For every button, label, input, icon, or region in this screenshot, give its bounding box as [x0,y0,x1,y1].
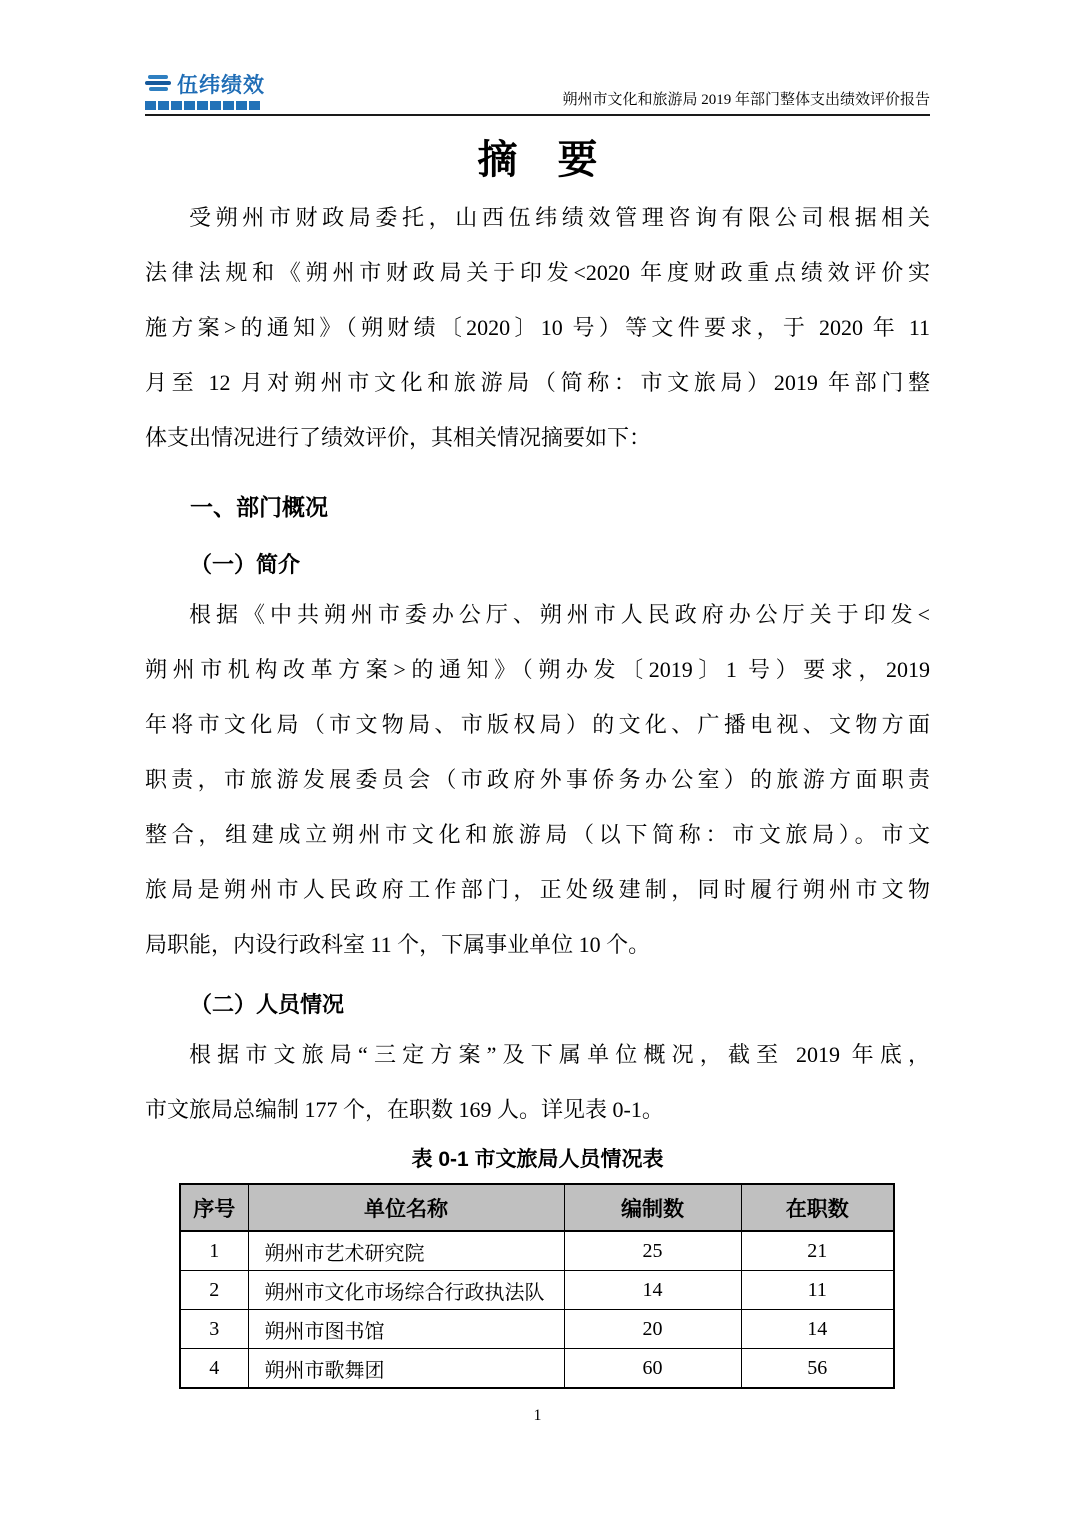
page-header [145,70,930,116]
paragraph-personnel [145,1027,930,1137]
cell-unit-name: 朔州市歌舞团 [248,1349,564,1389]
company-logo [145,69,265,110]
table-row [180,1231,894,1271]
page-number: 1 [533,1407,542,1424]
text-line: 职责，市旅游发展委员会（市政府外事侨务办公室）的旅游方面职责 [145,767,930,792]
cell-active: 11 [741,1271,894,1310]
text-line: 根据市文旅局“三定方案”及下属单位概况，截至 2019 年底， [189,1042,930,1067]
cell-index: 1 [180,1231,248,1271]
text-line: 整合，组建成立朔州市文化和旅游局（以下简称：市文旅局）。市文 [145,822,930,847]
document-body [145,130,930,1425]
cell-authorized: 25 [564,1231,741,1271]
section-heading-overview: 一、部门概况 [190,494,328,520]
col-header-unit-name: 单位名称 [248,1184,564,1231]
logo-blocks-icon [145,101,265,110]
logo-text: 伍纬绩效 [177,74,265,97]
logo-globe-icon [145,73,173,95]
text-line: 体支出情况进行了绩效评价，其相关情况摘要如下： [145,425,652,450]
col-header-authorized: 编制数 [564,1184,741,1231]
cell-unit-name: 朔州市图书馆 [248,1310,564,1349]
table-row [180,1271,894,1310]
personnel-table [179,1183,895,1389]
table-caption: 表 0-1 市文旅局人员情况表 [411,1148,664,1171]
cell-unit-name: 朔州市文化市场综合行政执法队 [248,1271,564,1310]
page-title: 摘 要 [477,138,598,182]
text-line: 年将市文化局（市文物局、市版权局）的文化、广播电视、文物方面 [145,712,930,737]
cell-unit-name: 朔州市艺术研究院 [248,1231,564,1271]
text-line: 施方案>的通知》（朔财绩〔2020〕10 号）等文件要求，于 2020 年 11 [145,315,930,340]
text-line: 朔州市机构改革方案>的通知》（朔办发〔2019〕1 号）要求，2019 [145,657,930,682]
subsection-heading-personnel: （二）人员情况 [190,992,345,1017]
cell-authorized: 60 [564,1349,741,1389]
table-row [180,1349,894,1389]
cell-active: 56 [741,1349,894,1389]
text-line: 局职能，内设行政科室 11 个，下属事业单位 10 个。 [145,932,651,957]
subsection-heading-intro: （一）简介 [190,552,301,577]
paragraph-intro [145,190,930,465]
cell-index: 4 [180,1349,248,1389]
running-header-title: 朔州市文化和旅游局 2019 年部门整体支出绩效评价报告 [562,92,930,108]
cell-active: 21 [741,1231,894,1271]
cell-authorized: 20 [564,1310,741,1349]
text-line: 旅局是朔州市人民政府工作部门，正处级建制，同时履行朔州市文物 [145,877,930,902]
cell-authorized: 14 [564,1271,741,1310]
text-line: 根据《中共朔州市委办公厅、朔州市人民政府办公厅关于印发< [189,602,930,627]
table-row [180,1310,894,1349]
paragraph-org [145,587,930,972]
col-header-index: 序号 [180,1184,248,1231]
cell-index: 3 [180,1310,248,1349]
text-line: 市文旅局总编制 177 个，在职数 169 人。详见表 0-1。 [145,1097,664,1122]
cell-active: 14 [741,1310,894,1349]
text-line: 月至 12 月对朔州市文化和旅游局（简称：市文旅局）2019 年部门整 [145,370,930,395]
text-line: 受朔州市财政局委托，山西伍纬绩效管理咨询有限公司根据相关 [189,205,930,230]
col-header-active: 在职数 [741,1184,894,1231]
text-line: 法律法规和《朔州市财政局关于印发<2020 年度财政重点绩效评价实 [145,260,930,285]
cell-index: 2 [180,1271,248,1310]
table-header-row [180,1184,894,1231]
